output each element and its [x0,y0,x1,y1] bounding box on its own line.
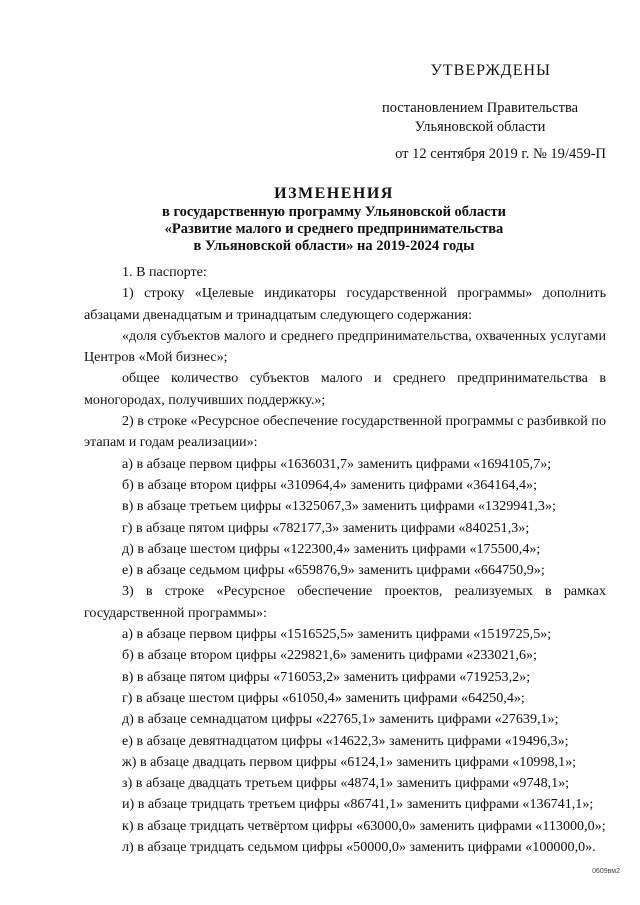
paragraph: 1) строку «Целевые индикаторы государственной программы» дополнить абзацами двенадцатым и тринадцатым следующего содержания: [84,285,606,323]
document-heading [84,185,584,255]
paragraph: д) в абзаце шестом цифры «122300,4» заменить цифрами «175500,4»; [122,540,541,557]
heading-line-1: в государственную программу Ульяновской области [161,204,506,220]
heading-line-3: в Ульяновской области» на 2019-2024 годы [193,238,475,254]
paragraph: в) в абзаце пятом цифры «716053,2» заменить цифрами «719253,2»; [122,668,531,685]
paragraph: б) в абзаце втором цифры «229821,6» заменить цифрами «233021,6»; [122,647,538,664]
paragraph: б) в абзаце втором цифры «310964,4» заменить цифрами «364164,4»; [122,476,538,493]
paragraph: а) в абзаце первом цифры «1516525,5» заменить цифрами «1519725,5»; [122,626,552,643]
paragraph: е) в абзаце седьмом цифры «659876,9» заменить цифрами «664750,9»; [122,562,545,579]
decree-line-2: Ульяновской области [414,119,546,135]
paragraph: ж) в абзаце двадцать первом цифры «6124,1» заменить цифрами «10998,1»; [122,753,577,770]
document-code: 0609вм2 [592,868,620,875]
paragraph: 2) в строке «Ресурсное обеспечение государственной программы с разбивкой по этапам и годам реализации»: [84,413,606,451]
paragraph: г) в абзаце пятом цифры «782177,3» заменить цифрами «840251,3»; [122,519,530,536]
decree-reference [360,99,600,137]
paragraph: д) в абзаце семнадцатом цифры «22765,1» заменить цифрами «27639,1»; [122,711,559,728]
paragraph: 3) в строке «Ресурсное обеспечение проектов, реализуемых в рамках государственной программы»: [84,583,606,621]
document-title: ИЗМЕНЕНИЯ [274,185,394,202]
paragraph: общее количество субъектов малого и среднего предпринимательства в моногородах, получивших поддержку.»; [84,370,606,408]
paragraph: г) в абзаце шестом цифры «61050,4» заменить цифрами «64250,4»; [122,689,525,706]
paragraph: и) в абзаце тридцать третьем цифры «86741,1» заменить цифрами «136741,1»; [122,796,594,813]
approval-stamp: УТВЕРЖДЕНЫ [430,62,551,79]
paragraph: з) в абзаце двадцать третьем цифры «4874,1» заменить цифрами «9748,1»; [122,775,570,792]
paragraph: е) в абзаце девятнадцатом цифры «14622,3» заменить цифрами «19496,3»; [122,732,569,749]
paragraph: в) в абзаце третьем цифры «1325067,3» заменить цифрами «1329941,3»; [122,498,556,515]
paragraph: 1. В паспорте: [122,264,207,280]
paragraph: а) в абзаце первом цифры «1636031,7» заменить цифрами «1694105,7»; [122,455,552,472]
decree-line-1: постановлением Правительства [381,100,579,116]
decree-date: от 12 сентября 2019 г. № 19/459-П [395,146,606,162]
paragraph: к) в абзаце тридцать четвёртом цифры «63000,0» заменить цифрами «113000,0»; [122,817,606,834]
document-body [84,262,606,858]
heading-line-2: «Развитие малого и среднего предпринимательства [164,221,504,237]
paragraph: «доля субъектов малого и среднего предпринимательства, охваченных услугами Центров «Мой бизнес»; [84,327,606,366]
paragraph: л) в абзаце тридцать седьмом цифры «50000,0» заменить цифрами «100000,0». [122,839,596,856]
